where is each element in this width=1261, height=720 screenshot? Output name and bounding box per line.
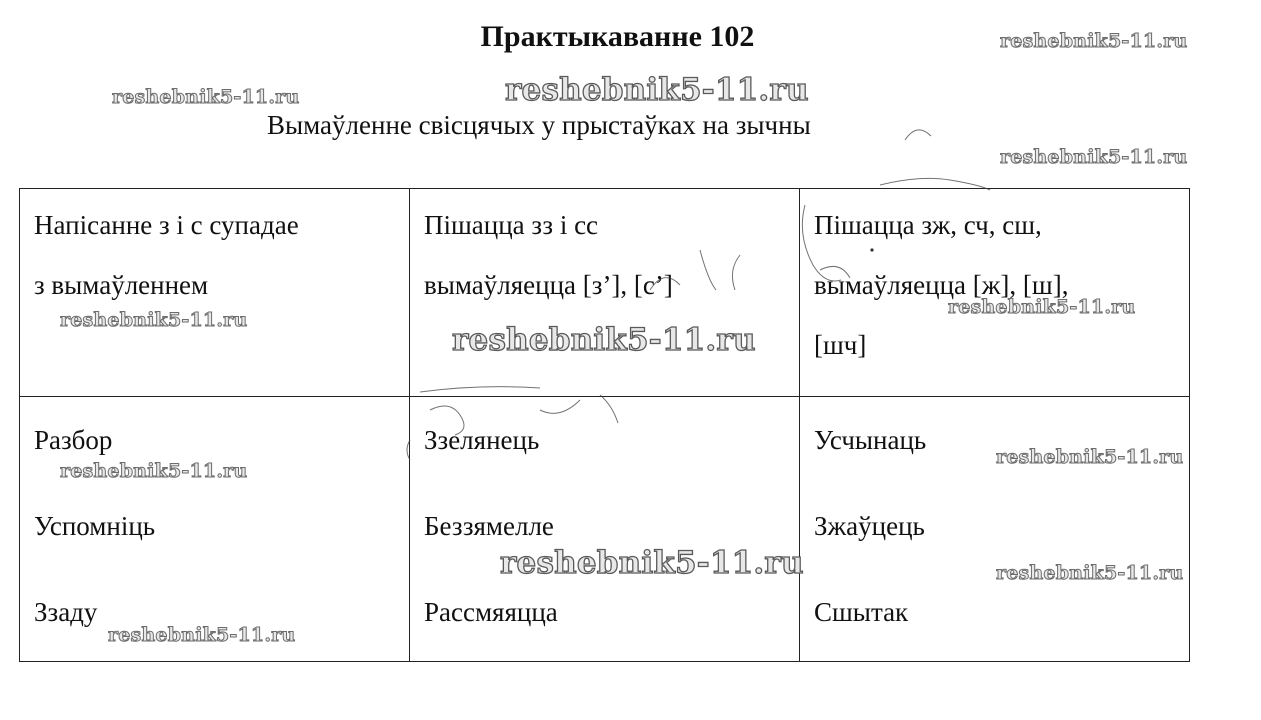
column-cell-same-spelling [20,397,410,662]
watermark: reshebnik5-11.ru [500,545,804,581]
table-row [20,397,1190,662]
example-word: Сшытак [814,597,909,627]
header-text-line: з вымаўленнем [34,270,209,300]
header-text-line: Напісанне з і с супадае [34,210,299,240]
example-word: Зжаўцець [814,511,925,541]
watermark: reshebnik5-11.ru [60,309,248,331]
watermark: reshebnik5-11.ru [112,86,300,108]
header-cell-soft [410,189,800,397]
header-text-line: Пішацца зз і сс [424,210,599,240]
watermark: reshebnik5-11.ru [60,460,248,482]
watermark: reshebnik5-11.ru [452,322,756,358]
column-cell-hushing [800,397,1190,662]
example-word: Ззелянець [424,425,540,455]
example-word: Беззямелле [424,511,554,541]
page-subtitle: Вымаўленне свісцячых у прыстаўках на зычны [267,110,811,140]
watermark: reshebnik5-11.ru [996,562,1184,584]
header-text-line: вымаўляецца [ж], [ш], [814,270,1069,300]
example-word: Усчынаць [814,425,927,455]
watermark: reshebnik5-11.ru [1000,146,1188,168]
column-cell-soft [410,397,800,662]
rules-table [19,188,1190,662]
header-text-line: вымаўляецца [з’], [с’] [424,270,673,300]
example-word: Ззаду [34,597,98,627]
example-word: Успомніць [34,511,156,541]
watermark: reshebnik5-11.ru [108,624,296,646]
example-word: Рассмяяцца [424,597,558,627]
example-word: Разбор [34,425,113,455]
page-title: Практыкаванне 102 [480,20,755,53]
watermark: reshebnik5-11.ru [996,446,1184,468]
table-header-row [20,189,1190,397]
header-cell-same-spelling [20,189,410,397]
header-text-line: [шч] [814,330,867,360]
watermark: reshebnik5-11.ru [1000,30,1188,52]
header-text-line: Пішацца зж, сч, сш, [814,210,1042,240]
header-cell-hushing [800,189,1190,397]
watermark: reshebnik5-11.ru [948,296,1136,318]
watermark: reshebnik5-11.ru [505,72,809,108]
